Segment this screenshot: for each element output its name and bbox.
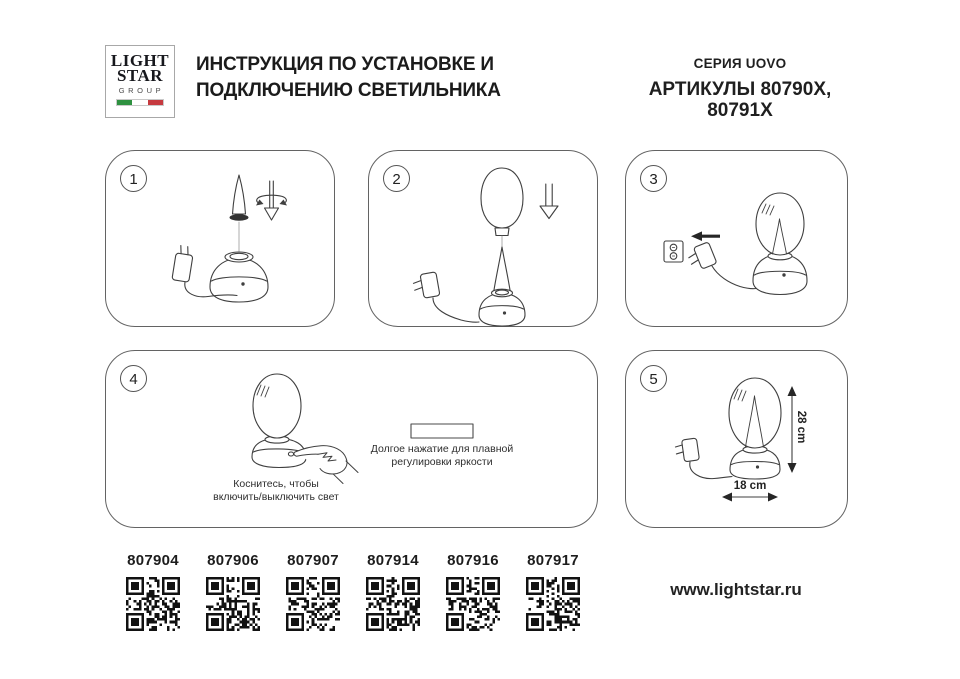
- step3-drawing: [626, 151, 849, 328]
- touch-button: [288, 452, 293, 456]
- qr-section: [113, 552, 593, 636]
- website-url: www.lightstar.ru: [670, 580, 802, 599]
- article-number: 807916: [447, 552, 499, 569]
- articles-line-1: АРТИКУЛЫ 80790X,: [648, 79, 832, 100]
- qr-code: [446, 577, 500, 631]
- power-adapter-drawing: [675, 438, 732, 479]
- glass-shade-drawing: [481, 168, 523, 236]
- assembled-lamp-drawing: [729, 378, 781, 479]
- logo-text-star: STAR: [116, 66, 164, 85]
- step-panel-4: [105, 350, 598, 528]
- page-title: [196, 52, 526, 104]
- step-panel-1: [105, 150, 335, 327]
- stem-on-base-drawing: [479, 247, 525, 326]
- article-number: 807907: [287, 552, 339, 569]
- lightstar-logo: [105, 45, 175, 118]
- assembled-lamp-drawing: [753, 193, 807, 295]
- step-panel-5: [625, 350, 848, 528]
- step-number-2: 2: [383, 165, 410, 192]
- brightness-bar: [411, 424, 473, 438]
- step-panel-3: [625, 150, 848, 327]
- longpress-caption: [339, 443, 545, 468]
- title-line-2: ПОДКЛЮЧЕНИЮ СВЕТИЛЬНИКА: [196, 80, 501, 101]
- longpress-caption-line-2: регулировки яркости: [391, 455, 493, 468]
- qr-code: [286, 577, 340, 631]
- screw-rotate-arrow-icon: [256, 181, 287, 220]
- article-number: 807904: [127, 552, 179, 569]
- qr-item: [113, 552, 193, 636]
- article-number: 807906: [207, 552, 259, 569]
- title-line-1: ИНСТРУКЦИЯ ПО УСТАНОВКЕ И: [196, 54, 494, 75]
- step-number-3: 3: [640, 165, 667, 192]
- qr-code: [206, 577, 260, 631]
- logo-text-group: GROUP: [118, 86, 165, 95]
- qr-code: [126, 577, 180, 631]
- step-number-5: 5: [640, 365, 667, 392]
- left-arrow-icon: [691, 231, 720, 241]
- width-label: 18 cm: [733, 480, 767, 492]
- step-number-1: 1: [120, 165, 147, 192]
- qr-item: [433, 552, 513, 636]
- series-block: [622, 56, 858, 121]
- power-plug-drawing: [686, 242, 756, 289]
- lamp-base-drawing: [210, 252, 268, 302]
- qr-item: [353, 552, 433, 636]
- article-number: 807914: [367, 552, 419, 569]
- series-label: СЕРИЯ UOVO: [693, 56, 787, 71]
- qr-code: [366, 577, 420, 631]
- width-dimension-arrow: [722, 493, 778, 502]
- wall-socket-icon: [664, 241, 683, 262]
- stem-spike-drawing: [230, 175, 249, 221]
- step5-drawing: [626, 351, 849, 529]
- italian-flag: [116, 99, 164, 106]
- articles-label: [622, 79, 858, 121]
- down-arrow-icon: [540, 184, 558, 219]
- touch-caption: [196, 478, 356, 503]
- touch-caption-line-1: Коснитесь, чтобы: [233, 478, 319, 490]
- step-number-4: 4: [120, 365, 147, 392]
- logo-text-light: LIGHT: [110, 51, 170, 70]
- step1-drawing: [106, 151, 336, 328]
- height-label: 28 cm: [795, 410, 807, 444]
- step2-drawing: [369, 151, 599, 328]
- article-number: 807917: [527, 552, 579, 569]
- articles-line-2: 80791X: [707, 100, 773, 121]
- qr-code: [526, 577, 580, 631]
- qr-item: [513, 552, 593, 636]
- qr-item: [193, 552, 273, 636]
- longpress-caption-line-1: Долгое нажатие для плавной: [370, 443, 514, 455]
- touch-caption-line-2: включить/выключить свет: [213, 490, 339, 503]
- qr-item: [273, 552, 353, 636]
- power-adapter-drawing: [412, 272, 479, 322]
- step-panel-2: [368, 150, 598, 327]
